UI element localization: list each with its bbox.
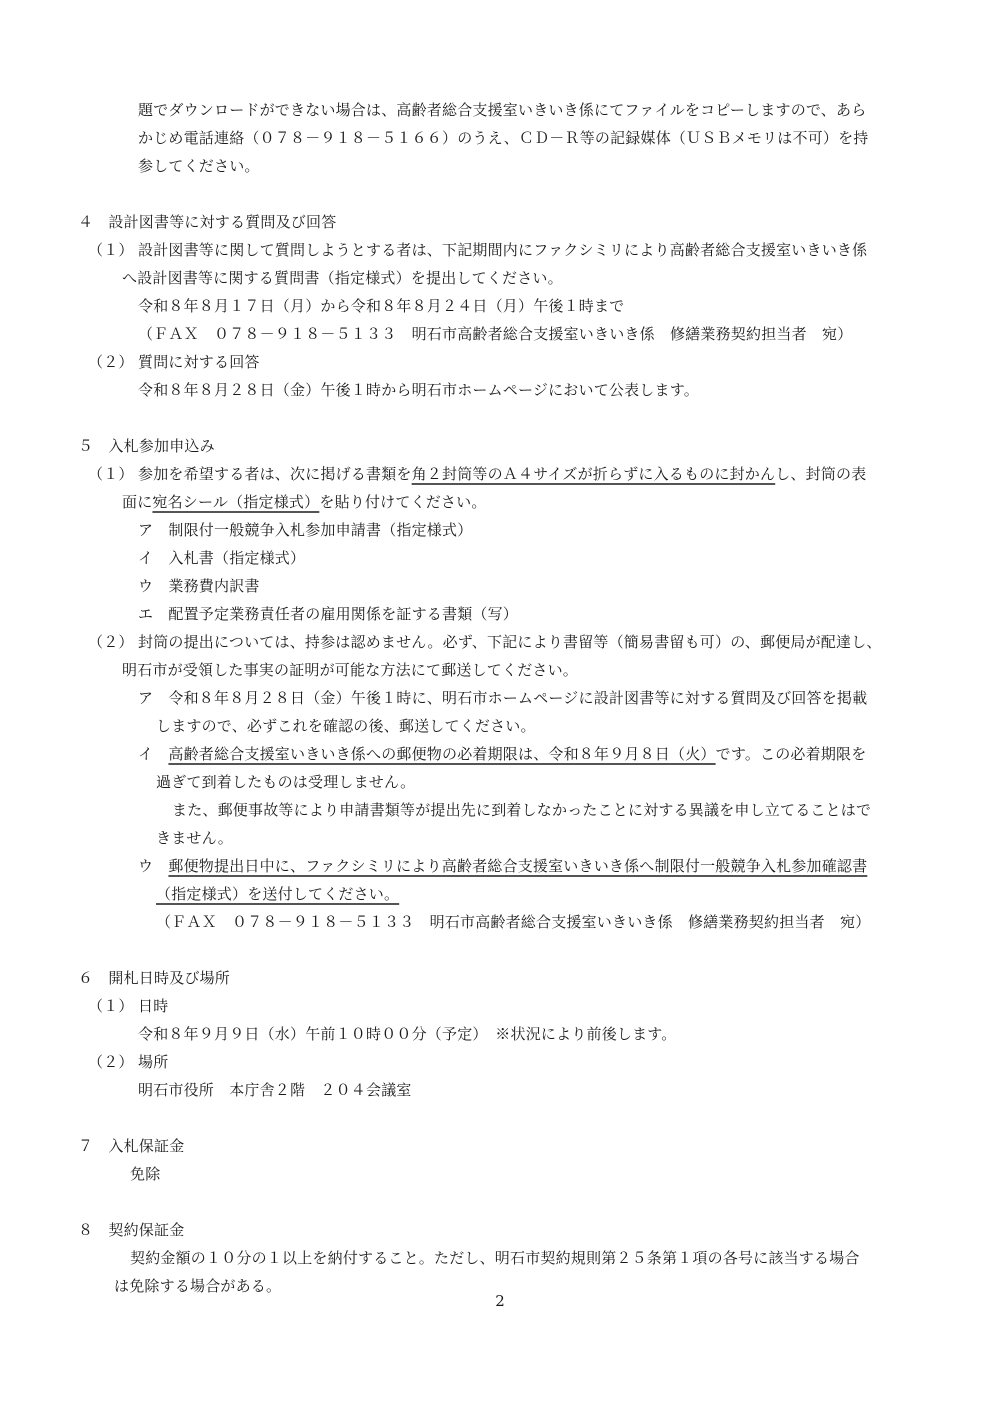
section-6-location: 明石市役所 本庁舎２階 ２０４会議室 bbox=[138, 1081, 412, 1099]
text-run: 参加を希望する者は、次に掲げる書類を bbox=[138, 465, 412, 483]
section-4-fax-line: （ＦＡＸ ０７８－９１８－５１３３ 明石市高齢者総合支援室いきいき係 修繕業務契約担当者 宛） bbox=[138, 325, 853, 343]
intro-line-3: 参してください。 bbox=[138, 157, 260, 175]
section-6-item-2-title: 場所 bbox=[138, 1053, 169, 1071]
underlined-fax-instruction: 郵便物提出日中に、ファクシミリにより高齢者総合支援室いきいき係へ制限付一般競争入札参加確認書 bbox=[168, 857, 868, 875]
section-5-sub-u-line-1 bbox=[138, 855, 867, 877]
section-5-item-1-line-1 bbox=[138, 463, 866, 485]
section-4-answer-text: 令和８年８月２８日（金）午後１時から明石市ホームページにおいて公表します。 bbox=[138, 381, 699, 399]
underlined-fax-instruction-cont: （指定様式）を送付してください。 bbox=[156, 885, 400, 903]
section-4-question-period: 令和８年８月１７日（月）から令和８年８月２４日（月）午後１時まで bbox=[138, 297, 625, 315]
section-7-heading: ７ 入札保証金 bbox=[78, 1137, 185, 1155]
section-5-item-2-line-1: 封筒の提出については、持参は認めません。必ず、下記により書留等（簡易書留も可）の、郵便局が配達し、 bbox=[138, 633, 882, 651]
section-8-line-2: は免除する場合がある。 bbox=[114, 1277, 282, 1295]
text-run: ウ bbox=[138, 857, 169, 875]
section-5-item-1-line-2 bbox=[122, 491, 487, 513]
section-5-heading: ５ 入札参加申込み bbox=[78, 437, 215, 455]
section-5-doc-e: エ 配置予定業務責任者の雇用関係を証する書類（写） bbox=[138, 605, 519, 623]
section-5-fax-line: （ＦＡＸ ０７８－９１８－５１３３ 明石市高齢者総合支援室いきいき係 修繕業務契約担当者 宛） bbox=[156, 913, 871, 931]
intro-line-1: 題でダウンロードができない場合は、高齢者総合支援室いきいき係にてファイルをコピーしますので、あら bbox=[138, 101, 867, 119]
section-5-sub-i-line-1 bbox=[138, 743, 866, 765]
section-4-item-2-number: （２） bbox=[88, 353, 134, 371]
section-7-text: 免除 bbox=[130, 1165, 161, 1183]
section-5-sub-i-line-3: また、郵便事故等により申請書類等が提出先に到着しなかったことに対する異議を申し立てることはで bbox=[172, 801, 872, 819]
section-5-sub-a-line-2: しますので、必ずこれを確認の後、郵送してください。 bbox=[156, 717, 536, 735]
intro-line-2: かじめ電話連絡（０７８－９１８－５１６６）のうえ、ＣＤ－Ｒ等の記録媒体（ＵＳＢメモリは不可）を持 bbox=[138, 129, 869, 147]
section-6-item-1-number: （１） bbox=[88, 997, 134, 1015]
section-6-datetime: 令和８年９月９日（水）午前１０時００分（予定） ※状況により前後します。 bbox=[138, 1025, 677, 1043]
text-run: です。この必着期限を bbox=[715, 745, 867, 763]
section-4-item-1-number: （１） bbox=[88, 241, 134, 259]
page-number: 2 bbox=[495, 1292, 505, 1310]
text-run: 面に bbox=[122, 493, 153, 511]
section-5-sub-i-line-2: 過ぎて到着したものは受理しません。 bbox=[156, 773, 416, 791]
underlined-deadline: 高齢者総合支援室いきいき係への郵便物の必着期限は、令和８年９月８日（火） bbox=[168, 745, 716, 763]
section-6-heading: ６ 開札日時及び場所 bbox=[78, 969, 231, 987]
section-5-item-2-line-2: 明石市が受領した事実の証明が可能な方法にて郵送してください。 bbox=[122, 661, 579, 679]
section-6-item-1-title: 日時 bbox=[138, 997, 169, 1015]
text-run: し、封筒の表 bbox=[775, 465, 867, 483]
section-4-item-2-title: 質問に対する回答 bbox=[138, 353, 260, 371]
section-5-sub-u-line-2 bbox=[156, 883, 399, 905]
text-run: を貼り付けてください。 bbox=[319, 493, 487, 511]
underlined-address-label: 宛名シール（指定様式） bbox=[152, 493, 320, 511]
section-5-item-1-number: （１） bbox=[88, 465, 134, 483]
section-6-item-2-number: （２） bbox=[88, 1053, 134, 1071]
section-4-item-1-line-1: 設計図書等に関して質問しようとする者は、下記期間内にファクシミリにより高齢者総合支援室いきいき係 bbox=[138, 241, 868, 259]
section-4-item-1-line-2: へ設計図書等に関する質問書（指定様式）を提出してください。 bbox=[122, 269, 563, 287]
section-4-heading: ４ 設計図書等に対する質問及び回答 bbox=[78, 213, 337, 231]
section-5-sub-a-line-1: ア 令和８年８月２８日（金）午後１時に、明石市ホームページに設計図書等に対する質問及び回答を掲載 bbox=[138, 689, 868, 707]
section-5-sub-i-line-4: きません。 bbox=[156, 829, 233, 847]
underlined-envelope-instruction: 角２封筒等のＡ４サイズが折らずに入るものに封かん bbox=[411, 465, 776, 483]
text-run: イ bbox=[138, 745, 169, 763]
section-5-item-2-number: （２） bbox=[88, 633, 134, 651]
section-5-doc-u: ウ 業務費内訳書 bbox=[138, 577, 260, 595]
section-5-doc-a: ア 制限付一般競争入札参加申請書（指定様式） bbox=[138, 521, 473, 539]
section-8-line-1: 契約金額の１０分の１以上を納付すること。ただし、明石市契約規則第２５条第１項の各号に該当する場合 bbox=[130, 1249, 860, 1267]
section-5-doc-i: イ 入札書（指定様式） bbox=[138, 549, 306, 567]
section-8-heading: ８ 契約保証金 bbox=[78, 1221, 185, 1239]
